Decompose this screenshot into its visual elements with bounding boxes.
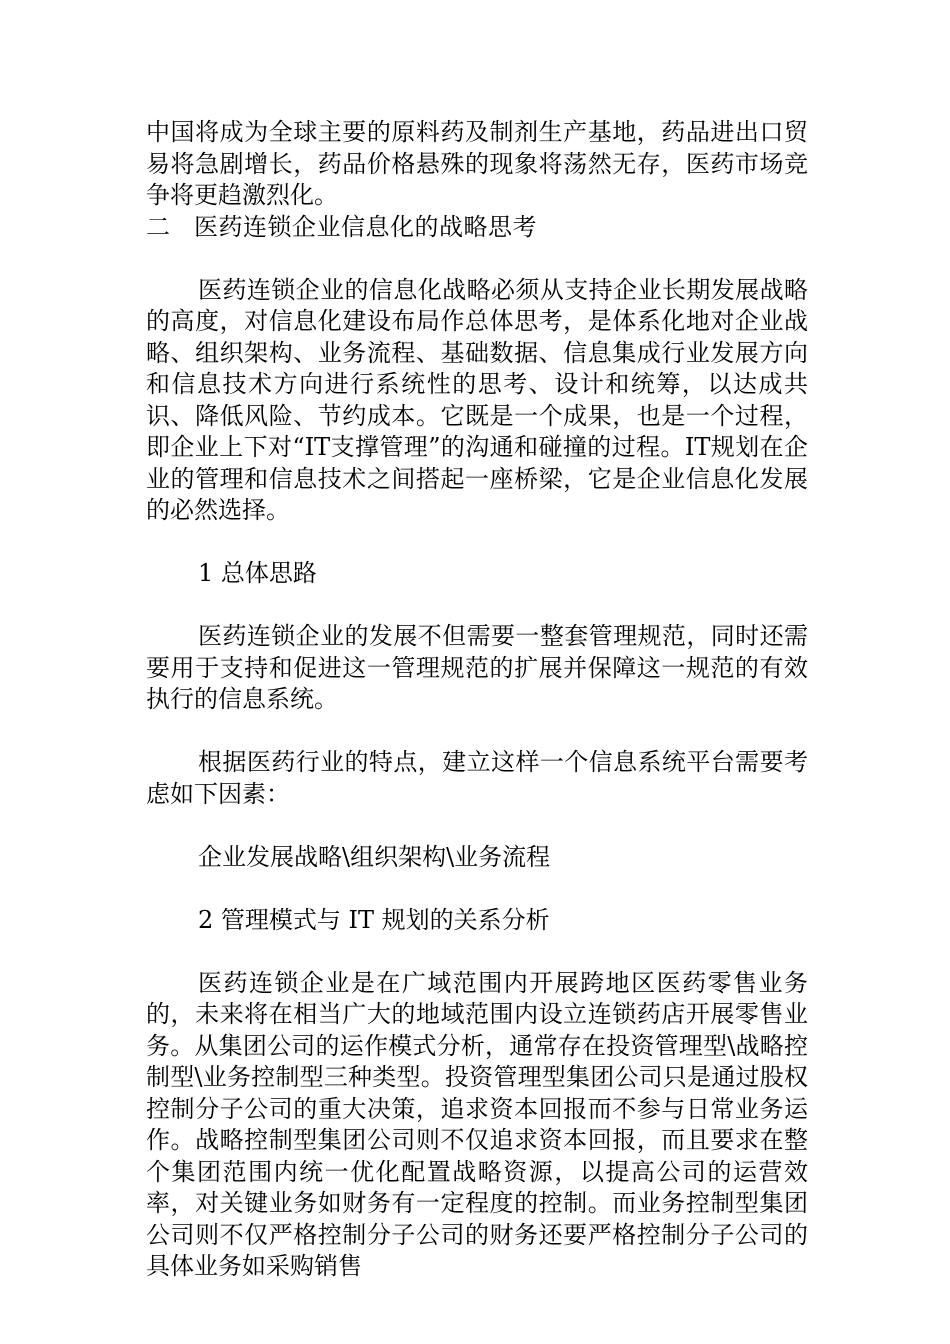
paragraph-gap: [146, 716, 808, 748]
paragraph-intro: 中国将成为全球主要的原料药及制剂生产基地，药品进出口贸易将急剧增长，药品价格悬殊的现象将荡然无存，医药市场竞争将更趋激烈化。: [146, 118, 808, 209]
paragraph-gap: [146, 243, 808, 275]
subsection-heading-1: 1 总体思路: [198, 559, 317, 587]
subsection-heading-2: 2 管理模式与 IT 规划的关系分析: [198, 905, 550, 934]
paragraph-overall: 医药连锁企业的发展不但需要一整套管理规范，同时还需要用于支持和促进这一管理规范的扩展并保障这一规范的有效执行的信息系统。: [146, 622, 808, 713]
paragraph-factors: 根据医药行业的特点，建立这样一个信息系统平台需要考虑如下因素：: [146, 748, 808, 808]
paragraph-gap: [146, 873, 808, 905]
factors-line: 企业发展战略\组织架构\业务流程: [198, 842, 551, 871]
paragraph-gap: [146, 936, 808, 968]
document-page: [146, 117, 808, 1283]
paragraph-strategy: 医药连锁企业的信息化战略必须从支持企业长期发展战略的高度，对信息化建设布局作总体思考，是体系化地对企业战略、组织架构、业务流程、基础数据、信息集成行业发展方向和信息技术方向进行系统性的思考、设计和统筹，以达成共识、降低风险、节约成本。它既是一个成果，也是一个过程，即企业上下对“IT支撑管理”的沟通和碰撞的过程。IT规划在企业的管理和信息技术之间搭起一座桥梁，它是企业信息化发展的必然选择。: [146, 275, 808, 524]
paragraph-gap: [146, 527, 808, 559]
paragraph-gap: [146, 590, 808, 622]
paragraph-models: 医药连锁企业是在广域范围内开展跨地区医药零售业务的，未来将在相当广大的地域范围内设立连锁药店开展零售业务。从集团公司的运作模式分析，通常存在投资管理型\战略控制型\业务控制型三种类型。投资管理型集团公司只是通过股权控制分子公司的重大决策，追求资本回报而不参与日常业务运作。战略控制型集团公司则不仅追求资本回报，而且要求在整个集团范围内统一优化配置战略资源，以提高公司的运营效率，对关键业务如财务有一定程度的控制。而业务控制型集团公司则不仅严格控制分子公司的财务还要严格控制分子公司的具体业务如采购销售: [146, 968, 808, 1280]
section-heading-2: [146, 212, 808, 244]
section-number: 二: [146, 212, 171, 241]
section-title: 医药连锁企业信息化的战略思考: [194, 212, 537, 241]
paragraph-gap: [146, 810, 808, 842]
